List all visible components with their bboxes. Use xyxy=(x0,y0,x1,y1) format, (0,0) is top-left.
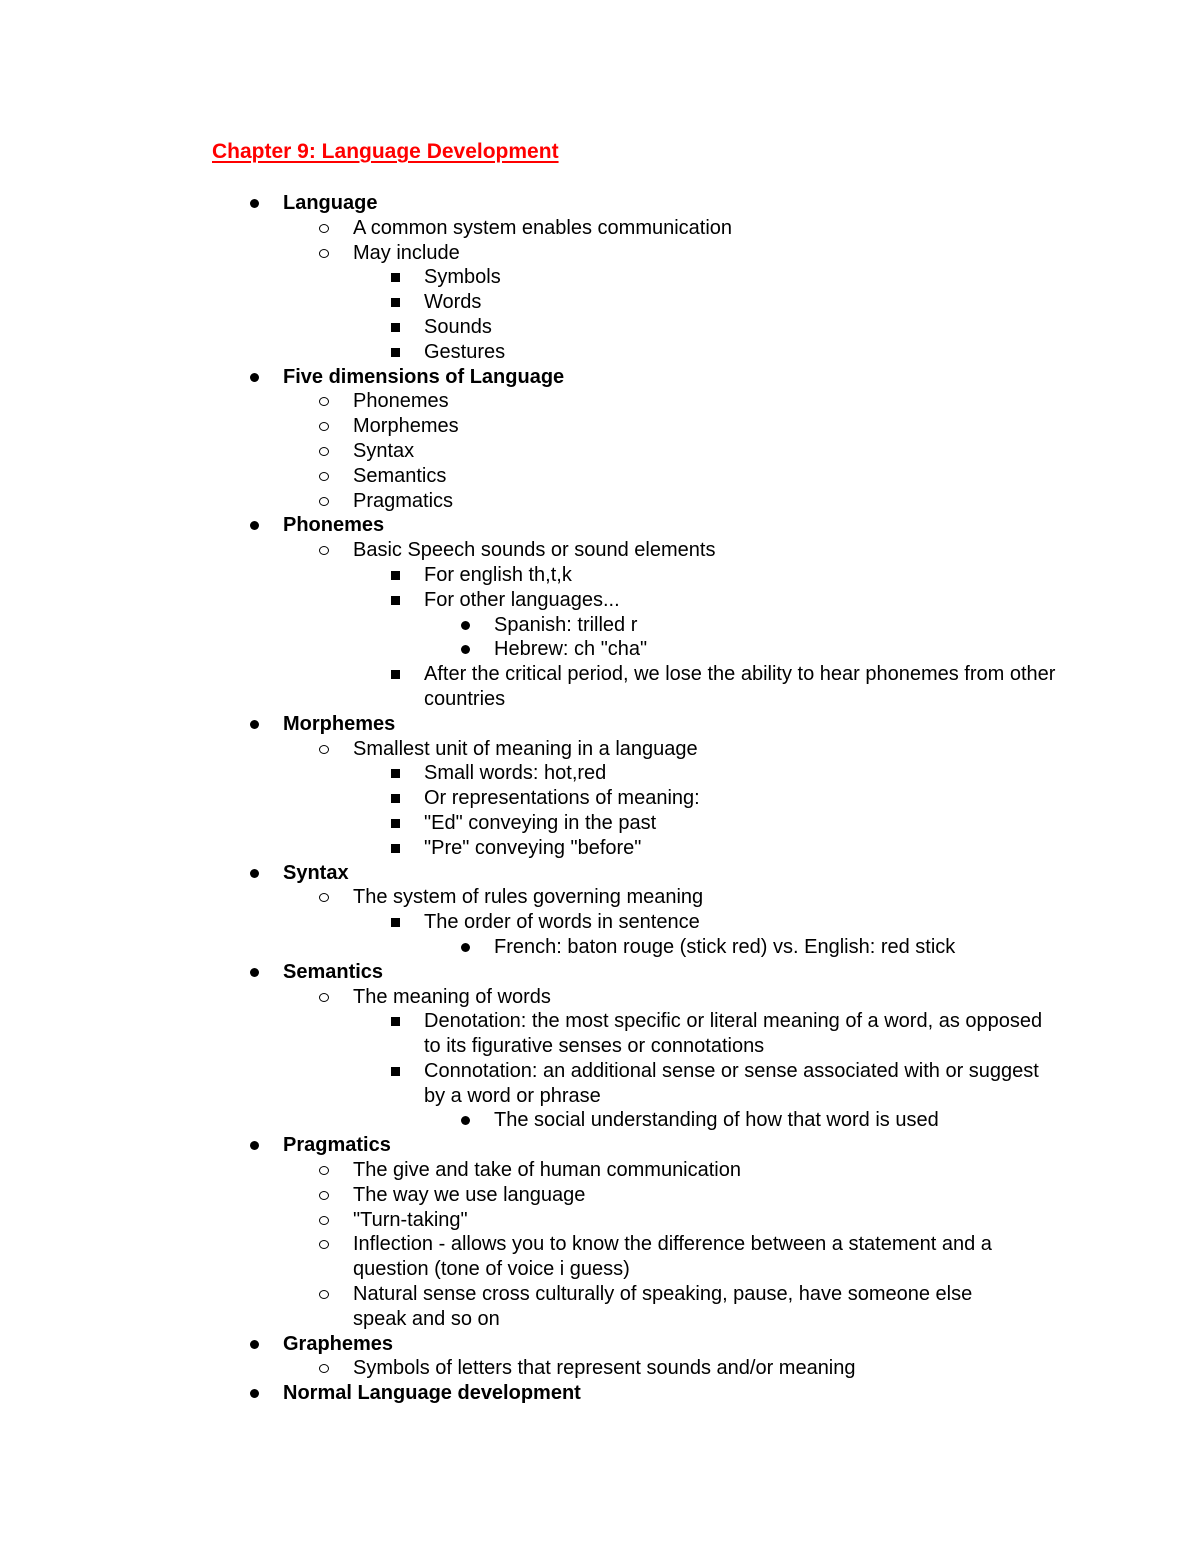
outline-item-text: Denotation: the most specific or literal meaning of a word, as opposed to its figurative senses or connotations xyxy=(424,1010,1043,1058)
outline-list-item xyxy=(0,662,1200,712)
outline-list-item xyxy=(0,1009,1200,1059)
square-bullet-icon xyxy=(391,769,400,778)
outline-heading-item xyxy=(0,191,1200,216)
outline-list-item xyxy=(0,737,1200,762)
hollow-circle-bullet-icon xyxy=(319,1240,329,1249)
filled-bullet-icon xyxy=(250,521,259,530)
outline-heading-text: Semantics xyxy=(283,960,384,983)
hollow-circle-bullet-icon xyxy=(319,224,329,233)
filled-bullet-icon xyxy=(250,1340,259,1349)
square-bullet-icon xyxy=(391,794,400,803)
filled-bullet-icon xyxy=(250,968,259,977)
outline-list-item xyxy=(0,340,1200,365)
outline-item-text: French: baton rouge (stick red) vs. English: red stick xyxy=(494,935,956,958)
square-bullet-icon xyxy=(391,298,400,307)
hollow-circle-bullet-icon xyxy=(319,1166,329,1175)
outline-list-item xyxy=(0,935,1200,960)
outline-list-item xyxy=(0,489,1200,514)
outline-item-text: Spanish: trilled r xyxy=(494,613,638,636)
outline-item-text: Sounds xyxy=(424,315,492,338)
outline-heading-item xyxy=(0,1332,1200,1357)
outline-list-item xyxy=(0,464,1200,489)
square-bullet-icon xyxy=(391,844,400,853)
outline-heading-item xyxy=(0,365,1200,390)
outline-item-text: Syntax xyxy=(353,439,415,462)
outline-item-text: Semantics xyxy=(353,464,447,487)
outline-item-text: Hebrew: ch "cha" xyxy=(494,638,648,661)
outline-item-text: The social understanding of how that word is used xyxy=(494,1109,939,1132)
outline-item-text: Morphemes xyxy=(353,415,459,438)
outline-heading-text: Phonemes xyxy=(283,514,385,537)
square-bullet-icon xyxy=(391,323,400,332)
outline-list-item xyxy=(0,1183,1200,1208)
outline-list-item xyxy=(0,786,1200,811)
outline-heading-item xyxy=(0,1133,1200,1158)
hollow-circle-bullet-icon xyxy=(319,1364,329,1373)
outline-list-item xyxy=(0,414,1200,439)
outline-heading-text: Five dimensions of Language xyxy=(283,365,565,388)
square-bullet-icon xyxy=(391,348,400,357)
outline-item-text: Connotation: an additional sense or sense associated with or suggest by a word or phrase xyxy=(424,1059,1039,1107)
outline-item-text: Basic Speech sounds or sound elements xyxy=(353,539,716,562)
outline-list-item xyxy=(0,910,1200,935)
outline-list-item xyxy=(0,389,1200,414)
hollow-circle-bullet-icon xyxy=(319,397,329,406)
outline-item-text: Small words: hot,red xyxy=(424,762,607,785)
hollow-circle-bullet-icon xyxy=(319,893,329,902)
outline-list-item xyxy=(0,1282,1200,1332)
outline-heading-text: Pragmatics xyxy=(283,1134,391,1157)
outline-heading-text: Normal Language development xyxy=(283,1382,581,1405)
outline-list-item xyxy=(0,1208,1200,1233)
outline-item-text: "Turn-taking" xyxy=(353,1208,468,1231)
outline-item-text: The system of rules governing meaning xyxy=(353,886,704,909)
hollow-circle-bullet-icon xyxy=(319,1216,329,1225)
outline-list-item xyxy=(0,811,1200,836)
outline-item-text: Pragmatics xyxy=(353,489,454,512)
square-bullet-icon xyxy=(391,670,400,679)
hollow-circle-bullet-icon xyxy=(319,447,329,456)
outline-list-item xyxy=(0,836,1200,861)
outline-list-item xyxy=(0,290,1200,315)
square-bullet-icon xyxy=(391,1067,400,1076)
outline-item-text: For other languages... xyxy=(424,588,620,611)
notes-outline xyxy=(0,191,1200,1406)
outline-list-item xyxy=(0,315,1200,340)
outline-item-text: May include xyxy=(353,241,460,264)
filled-bullet-icon xyxy=(461,645,470,654)
outline-heading-text: Graphemes xyxy=(283,1332,394,1355)
outline-heading-item xyxy=(0,513,1200,538)
filled-bullet-icon xyxy=(250,199,259,208)
outline-list-item xyxy=(0,1356,1200,1381)
outline-item-text: A common system enables communication xyxy=(353,216,733,239)
hollow-circle-bullet-icon xyxy=(319,1290,329,1299)
outline-item-text: Symbols of letters that represent sounds and/or meaning xyxy=(353,1357,856,1380)
square-bullet-icon xyxy=(391,571,400,580)
outline-list-item xyxy=(0,265,1200,290)
filled-bullet-icon xyxy=(250,1389,259,1398)
filled-bullet-icon xyxy=(250,720,259,729)
document-title: Chapter 9: Language Development xyxy=(212,140,559,163)
outline-list-item xyxy=(0,613,1200,638)
outline-item-text: Symbols xyxy=(424,266,501,289)
outline-heading-text: Morphemes xyxy=(283,712,396,735)
outline-item-text: The give and take of human communication xyxy=(353,1159,741,1182)
outline-item-text: For english th,t,k xyxy=(424,563,572,586)
square-bullet-icon xyxy=(391,596,400,605)
hollow-circle-bullet-icon xyxy=(319,497,329,506)
outline-list-item xyxy=(0,241,1200,266)
outline-list-item xyxy=(0,439,1200,464)
square-bullet-icon xyxy=(391,273,400,282)
outline-item-text: Smallest unit of meaning in a language xyxy=(353,737,698,760)
outline-item-text: Phonemes xyxy=(353,390,449,413)
square-bullet-icon xyxy=(391,918,400,927)
outline-list-item xyxy=(0,885,1200,910)
outline-heading-text: Syntax xyxy=(283,861,349,884)
outline-item-text: Natural sense cross culturally of speaking, pause, have someone else speak and so on xyxy=(353,1283,973,1330)
filled-bullet-icon xyxy=(461,943,470,952)
filled-bullet-icon xyxy=(250,869,259,878)
outline-list-item xyxy=(0,1108,1200,1133)
outline-list-item xyxy=(0,563,1200,588)
hollow-circle-bullet-icon xyxy=(319,422,329,431)
outline-item-text: The meaning of words xyxy=(353,985,551,1008)
outline-heading-text: Language xyxy=(283,192,378,214)
outline-item-text: Or representations of meaning: xyxy=(424,787,700,810)
outline-heading-item xyxy=(0,712,1200,737)
outline-list-item xyxy=(0,588,1200,613)
outline-list-item xyxy=(0,538,1200,563)
outline-item-text: Words xyxy=(424,291,482,314)
outline-item-text: Inflection - allows you to know the difference between a statement and a question (tone of voice i guess) xyxy=(353,1233,992,1281)
filled-bullet-icon xyxy=(461,1116,470,1125)
hollow-circle-bullet-icon xyxy=(319,993,329,1002)
outline-list-item xyxy=(0,637,1200,662)
outline-heading-item xyxy=(0,861,1200,886)
filled-bullet-icon xyxy=(250,1141,259,1150)
hollow-circle-bullet-icon xyxy=(319,1191,329,1200)
outline-list-item xyxy=(0,216,1200,241)
outline-list-item xyxy=(0,1232,1200,1282)
hollow-circle-bullet-icon xyxy=(319,546,329,555)
outline-heading-item xyxy=(0,1381,1200,1406)
outline-heading-item xyxy=(0,960,1200,985)
outline-item-text: The order of words in sentence xyxy=(424,911,700,934)
hollow-circle-bullet-icon xyxy=(319,472,329,481)
outline-item-text: Gestures xyxy=(424,340,506,363)
filled-bullet-icon xyxy=(250,373,259,382)
outline-item-text: "Pre" conveying "before" xyxy=(424,836,642,859)
filled-bullet-icon xyxy=(461,621,470,630)
outline-item-text: The way we use language xyxy=(353,1183,586,1206)
hollow-circle-bullet-icon xyxy=(319,249,329,258)
square-bullet-icon xyxy=(391,1017,400,1026)
outline-list-item xyxy=(0,1158,1200,1183)
outline-list-item xyxy=(0,985,1200,1010)
square-bullet-icon xyxy=(391,819,400,828)
outline-item-text: "Ed" conveying in the past xyxy=(424,811,657,834)
hollow-circle-bullet-icon xyxy=(319,745,329,754)
outline-list-item xyxy=(0,761,1200,786)
outline-item-text: After the critical period, we lose the ability to hear phonemes from other countries xyxy=(424,663,1056,710)
outline-list-item xyxy=(0,1059,1200,1109)
